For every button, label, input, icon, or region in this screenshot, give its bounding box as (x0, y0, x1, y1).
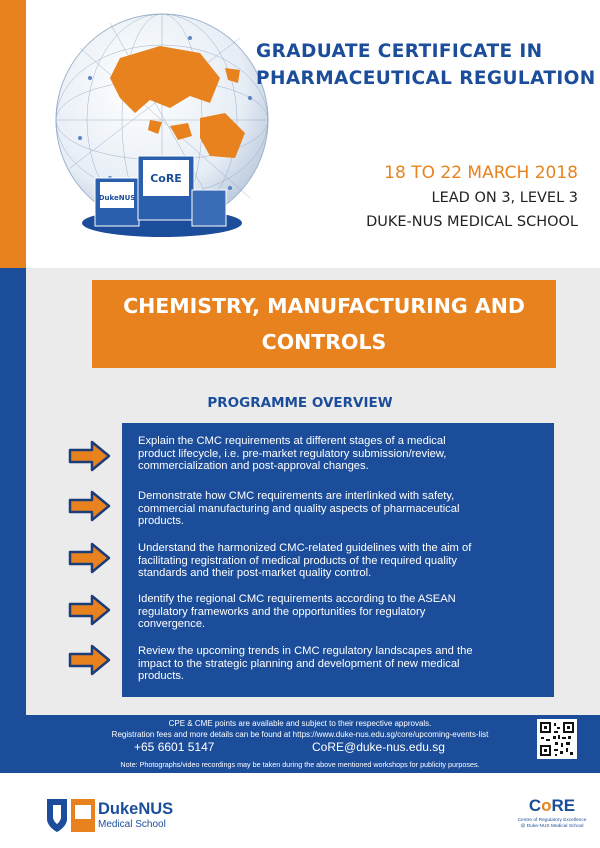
course-title-line1: CHEMISTRY, MANUFACTURING AND (123, 294, 525, 318)
phone-number[interactable]: +65 6601 5147 (134, 740, 215, 754)
orange-side-strip (0, 0, 26, 268)
arrow-icon (66, 640, 112, 680)
overview-item (138, 490, 538, 528)
overview-item-line: regulatory frameworks and the opportunities for regulatory (138, 605, 426, 618)
programme-title-line2: PHARMACEUTICAL REGULATION (256, 68, 596, 89)
overview-item-line: commercialization and post-approval changes. (138, 460, 369, 473)
overview-items-box (122, 423, 554, 697)
duke-nus-subtitle: Medical School (98, 819, 166, 830)
contact-footer (0, 715, 600, 773)
overview-item-line: commercial manufacturing and quality aspects of pharmaceutical (138, 502, 460, 515)
overview-item (138, 542, 538, 580)
blue-side-strip (0, 268, 26, 715)
programme-overview-heading: PROGRAMME OVERVIEW (207, 395, 393, 411)
core-sub-line1: Centre of Regulatory Excellence (517, 818, 587, 823)
programme-title-line1: GRADUATE CERTIFICATE IN (256, 41, 543, 62)
event-date: 18 TO 22 MARCH 2018 (384, 163, 578, 183)
course-title (93, 288, 555, 360)
arrow-icon (66, 538, 112, 578)
globe-duke-badge-text: DukeNUS (98, 194, 136, 202)
globe-illustration (50, 8, 282, 258)
qr-code-icon[interactable] (537, 719, 577, 759)
registration-note[interactable]: Registration fees and more details can be found at https://www.duke-nus.edu.sg/core/upcoming-events-list (111, 730, 489, 739)
venue-line2: DUKE-NUS MEDICAL SCHOOL (366, 214, 578, 230)
programme-title (256, 38, 596, 92)
overview-item-line: convergence. (138, 618, 206, 631)
photo-note: Note: Photographs/video recordings may be taken during the above mentioned workshops for publicity purposes. (120, 760, 480, 769)
core-logo-text (520, 796, 584, 816)
overview-item-line: facilitating registration of medical products of the required quality (138, 554, 458, 567)
overview-item (138, 645, 538, 683)
core-logo-subtitle (515, 818, 589, 830)
arrow-icon (66, 436, 112, 476)
core-logo-c: C (528, 796, 542, 815)
overview-item-line: products. (138, 670, 185, 683)
course-title-banner (92, 280, 556, 368)
globe-core-badge-text: CoRE (150, 172, 182, 185)
duke-nus-name: DukeNUS (98, 800, 174, 818)
overview-item-line: standards and their post-market quality control. (138, 567, 372, 580)
overview-item-line: impact to the strategic planning and development of new medical (138, 657, 460, 670)
overview-item-line: product lifecycle, i.e. pre-market regulatory submission/review, (138, 447, 447, 460)
overview-item (138, 593, 538, 631)
overview-item-line: Review the upcoming trends in CMC regulatory landscapes and the (138, 645, 473, 657)
overview-item-line: products. (138, 515, 185, 528)
overview-item-line: Understand the harmonized CMC-related guidelines with the aim of (138, 542, 472, 554)
venue-line1: LEAD ON 3, LEVEL 3 (431, 190, 578, 206)
overview-item (138, 435, 538, 473)
arrow-icon (66, 486, 112, 526)
cpe-cme-note: CPE & CME points are available and subject to their respective approvals. (168, 719, 432, 728)
core-logo-re: RE (551, 796, 576, 815)
overview-item-line: Identify the regional CMC requirements according to the ASEAN (138, 593, 456, 605)
course-title-line2: CONTROLS (261, 330, 387, 354)
core-logo-o: o (541, 796, 552, 815)
overview-item-line: Demonstrate how CMC requirements are interlinked with safety, (138, 490, 455, 502)
arrow-icon (66, 590, 112, 630)
overview-item-line: Explain the CMC requirements at different stages of a medical (138, 435, 446, 447)
email-address[interactable]: CoRE@duke-nus.edu.sg (312, 740, 445, 754)
core-sub-line2: @ Duke-NUS Medical School (520, 824, 584, 829)
